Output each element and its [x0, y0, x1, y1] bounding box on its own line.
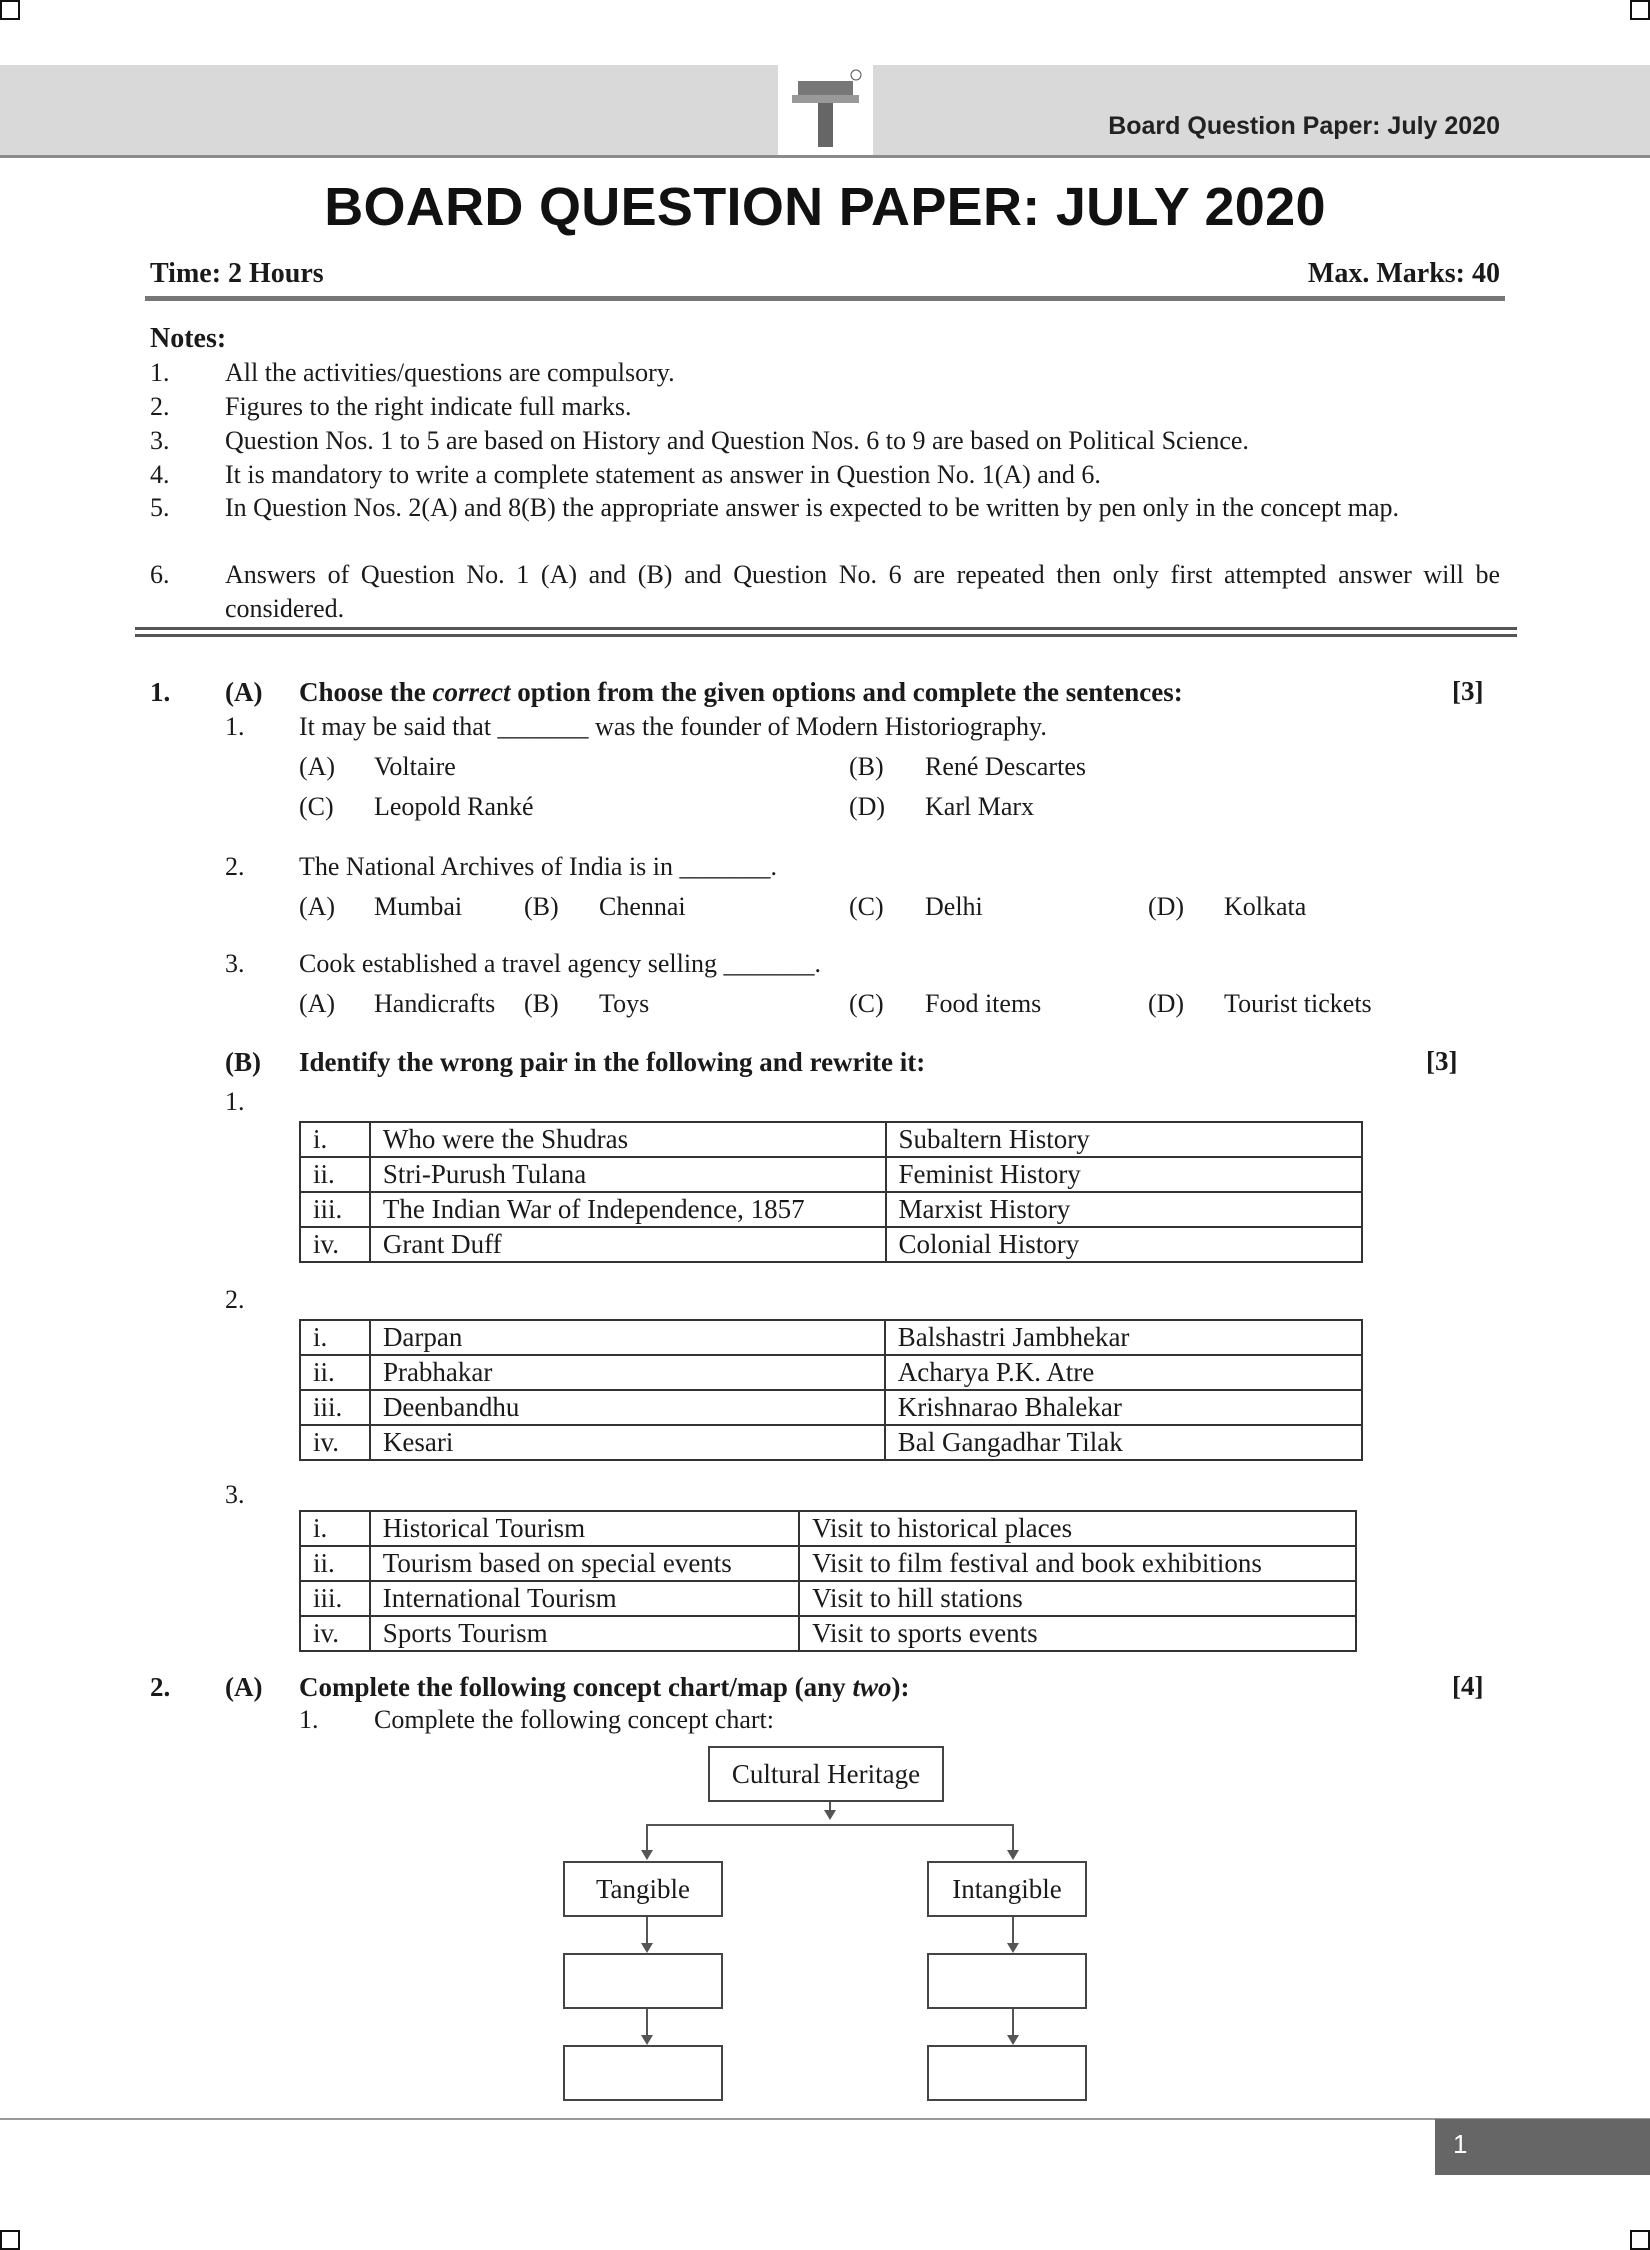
section-instruction: [299, 1671, 909, 1703]
item-number: 1.: [225, 712, 245, 741]
pair-right: Visit to film festival and book exhibitions: [799, 1546, 1356, 1581]
section-label: (B): [225, 1047, 261, 1077]
pair-table: [299, 1319, 1363, 1461]
arrow-down-icon: [641, 1850, 653, 1860]
running-header: Board Question Paper: July 2020: [1108, 112, 1500, 140]
instruction-text: option from the given options and complete the sentences:: [510, 677, 1183, 707]
item-text: It may be said that _______ was the founder of Modern Historiography.: [299, 712, 1047, 741]
item-text: Complete the following concept chart:: [374, 1705, 774, 1734]
pair-left: Darpan: [370, 1320, 885, 1355]
row-index: iv.: [300, 1616, 370, 1651]
pair-left: Historical Tourism: [370, 1511, 799, 1546]
option-label: (B): [849, 752, 884, 781]
pair-right: Visit to historical places: [799, 1511, 1356, 1546]
arrow-down-icon: [641, 2035, 653, 2045]
row-index: ii.: [300, 1157, 370, 1192]
page-number: 1: [1453, 2129, 1468, 2159]
section-instruction: [299, 676, 1183, 708]
row-index: ii.: [300, 1355, 370, 1390]
pair-left: Kesari: [370, 1425, 885, 1460]
item-text: The National Archives of India is in _______.: [299, 852, 778, 881]
option-label: (D): [849, 792, 886, 821]
row-index: i.: [300, 1511, 370, 1546]
pair-left: Grant Duff: [370, 1227, 886, 1262]
option-label: (A): [299, 752, 336, 781]
crop-mark-top-left: [0, 0, 20, 20]
footer-divider: [0, 2118, 1650, 2120]
pair-table: [299, 1121, 1363, 1263]
table-number: 1.: [225, 1087, 245, 1116]
note-text: It is mandatory to write a complete statement as answer in Question No. 1(A) and 6.: [225, 460, 1101, 489]
row-index: ii.: [300, 1546, 370, 1581]
note-item: [150, 424, 1500, 458]
marks-badge: [3]: [1452, 676, 1484, 706]
option-label: (D): [1148, 892, 1185, 921]
concept-blank-box: [563, 2045, 723, 2101]
connector: [646, 1824, 1014, 1826]
table-row: [300, 1425, 1362, 1460]
option-label: (D): [1148, 989, 1185, 1018]
pair-right: Acharya P.K. Atre: [885, 1355, 1362, 1390]
note-item: [150, 390, 1500, 424]
row-index: iv.: [300, 1425, 370, 1460]
pair-left: International Tourism: [370, 1581, 799, 1616]
instruction-emphasis: correct: [432, 677, 511, 707]
instruction-text: Complete the following concept chart/map (any: [299, 1672, 853, 1702]
note-text: Figures to the right indicate full marks.: [225, 392, 632, 421]
table-number: 2.: [225, 1285, 245, 1314]
pair-right: Bal Gangadhar Tilak: [885, 1425, 1362, 1460]
table-row: [300, 1192, 1362, 1227]
instruction-text: Choose the: [299, 677, 433, 707]
item-number: 2.: [225, 852, 245, 881]
option-label: (A): [299, 989, 336, 1018]
table-row: [300, 1581, 1356, 1616]
pair-left: Sports Tourism: [370, 1616, 799, 1651]
item-text: Cook established a travel agency selling _______.: [299, 949, 822, 978]
section-instruction: Identify the wrong pair in the following and rewrite it:: [299, 1047, 926, 1077]
connector: [1012, 2009, 1014, 2035]
note-number: 4.: [150, 460, 170, 489]
option-text: Toys: [599, 989, 650, 1018]
pair-left: Prabhakar: [370, 1355, 885, 1390]
table-row: [300, 1227, 1362, 1262]
question-number: 1.: [150, 677, 171, 707]
note-text: In Question Nos. 2(A) and 8(B) the appropriate answer is expected to be written by pen only in the concept map.: [225, 493, 1399, 522]
row-index: i.: [300, 1320, 370, 1355]
option-label: (B): [524, 989, 559, 1018]
table-row: [300, 1546, 1356, 1581]
title-divider: [145, 296, 1505, 301]
option-text: Tourist tickets: [1224, 989, 1372, 1018]
note-number: 6.: [150, 560, 170, 589]
option-text: Mumbai: [374, 892, 463, 921]
pair-right: Subaltern History: [886, 1122, 1363, 1157]
concept-blank-box: [927, 1953, 1087, 2009]
option-text: Food items: [925, 989, 1042, 1018]
notes-divider-top: [135, 627, 1517, 630]
option-text: Leopold Ranké: [374, 792, 534, 821]
option-text: Chennai: [599, 892, 686, 921]
concept-node-tangible: Tangible: [563, 1861, 723, 1917]
row-index: iv.: [300, 1227, 370, 1262]
note-item: [150, 558, 1500, 626]
instruction-emphasis: two: [852, 1672, 892, 1702]
header-divider: [0, 155, 1650, 158]
pair-left: Tourism based on special events: [370, 1546, 799, 1581]
pair-right: Colonial History: [886, 1227, 1363, 1262]
note-number: 3.: [150, 426, 170, 455]
note-number: 1.: [150, 358, 170, 387]
option-text: Karl Marx: [925, 792, 1035, 821]
table-row: [300, 1511, 1356, 1546]
option-label: (C): [849, 892, 884, 921]
row-index: i.: [300, 1122, 370, 1157]
page-number-box: [1435, 2119, 1650, 2175]
pair-table: [299, 1510, 1357, 1652]
arrow-down-icon: [1007, 1850, 1019, 1860]
arrow-down-icon: [1007, 1943, 1019, 1953]
option-text: René Descartes: [925, 752, 1086, 781]
table-row: [300, 1122, 1362, 1157]
note-text: Answers of Question No. 1 (A) and (B) and Question No. 6 are repeated then only first attempted answer will be considered.: [225, 560, 1500, 623]
pair-right: Visit to hill stations: [799, 1581, 1356, 1616]
crop-mark-bottom-left: [0, 2230, 20, 2250]
note-item: [150, 491, 1500, 525]
pair-left: Stri-Purush Tulana: [370, 1157, 886, 1192]
note-item: [150, 356, 1500, 390]
concept-blank-box: [927, 2045, 1087, 2101]
pair-right: Feminist History: [886, 1157, 1363, 1192]
row-index: iii.: [300, 1192, 370, 1227]
pair-right: Marxist History: [886, 1192, 1363, 1227]
table-number: 3.: [225, 1480, 245, 1509]
notes-divider-bottom: [135, 634, 1517, 637]
option-text: Handicrafts: [374, 989, 496, 1018]
item-number: 3.: [225, 949, 245, 978]
table-row: [300, 1390, 1362, 1425]
page-title: BOARD QUESTION PAPER: JULY 2020: [324, 177, 1326, 237]
question-number: 2.: [150, 1672, 171, 1702]
note-text: Question Nos. 1 to 5 are based on History and Question Nos. 6 to 9 are based on Political Science.: [225, 426, 1249, 455]
table-row: [300, 1355, 1362, 1390]
pair-right: Krishnarao Bhalekar: [885, 1390, 1362, 1425]
pair-right: Visit to sports events: [799, 1616, 1356, 1651]
row-index: iii.: [300, 1581, 370, 1616]
arrow-down-icon: [1007, 2035, 1019, 2045]
row-index: iii.: [300, 1390, 370, 1425]
table-row: [300, 1320, 1362, 1355]
arrow-down-icon: [824, 1810, 836, 1820]
note-text: All the activities/questions are compulsory.: [225, 358, 675, 387]
max-marks-label: Max. Marks: 40: [1307, 258, 1500, 289]
option-label: (B): [524, 892, 559, 921]
arrow-down-icon: [641, 1943, 653, 1953]
section-label: (A): [225, 1672, 263, 1702]
option-text: Kolkata: [1224, 892, 1307, 921]
concept-root: Cultural Heritage: [708, 1746, 944, 1802]
instruction-text: ):: [891, 1672, 910, 1702]
note-number: 5.: [150, 493, 170, 522]
crop-mark-top-right: [1630, 0, 1650, 20]
connector: [1012, 1917, 1014, 1943]
publisher-logo-icon: [778, 61, 873, 157]
connector: [646, 2009, 648, 2035]
concept-node-intangible: Intangible: [927, 1861, 1087, 1917]
note-item: [150, 458, 1500, 492]
option-label: (C): [299, 792, 334, 821]
option-label: (C): [849, 989, 884, 1018]
marks-badge: [3]: [1426, 1046, 1458, 1076]
table-row: [300, 1616, 1356, 1651]
option-text: Voltaire: [374, 752, 456, 781]
table-row: [300, 1157, 1362, 1192]
crop-mark-bottom-right: [1630, 2230, 1650, 2250]
option-text: Delhi: [925, 892, 983, 921]
concept-blank-box: [563, 1953, 723, 2009]
notes-heading: Notes:: [150, 323, 227, 354]
header-band: [0, 65, 1650, 155]
section-label: (A): [225, 677, 263, 707]
marks-badge: [4]: [1452, 1671, 1484, 1701]
pair-right: Balshastri Jambhekar: [885, 1320, 1362, 1355]
pair-left: The Indian War of Independence, 1857: [370, 1192, 886, 1227]
option-label: (A): [299, 892, 336, 921]
item-number: 1.: [299, 1705, 319, 1734]
pair-left: Who were the Shudras: [370, 1122, 886, 1157]
connector: [646, 1917, 648, 1943]
note-number: 2.: [150, 392, 170, 421]
pair-left: Deenbandhu: [370, 1390, 885, 1425]
time-label: Time: 2 Hours: [150, 258, 324, 289]
